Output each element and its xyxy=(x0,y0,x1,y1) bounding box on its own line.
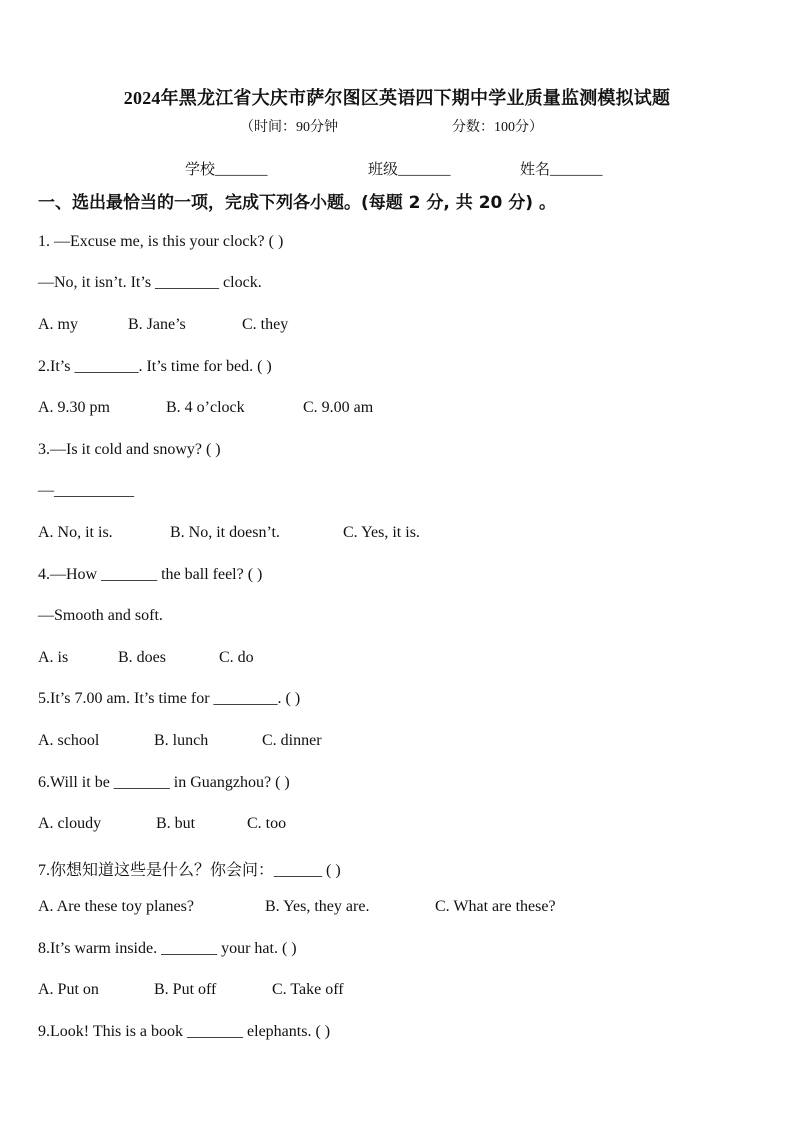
question-3-stem: 3.—Is it cold and snowy? ( ) xyxy=(38,441,221,458)
question-7-option-a: A. Are these toy planes? xyxy=(38,898,194,915)
question-2-stem: 2.It’s ________. It’s time for bed. ( ) xyxy=(38,358,272,375)
question-3-option-a: A. No, it is. xyxy=(38,524,113,541)
question-2-option-b: B. 4 o’clock xyxy=(166,399,245,416)
question-8-option-a: A. Put on xyxy=(38,981,99,998)
name-field: 姓名_______ xyxy=(520,162,603,178)
question-7-option-c: C. What are these? xyxy=(435,898,556,915)
question-4-option-a: A. is xyxy=(38,649,69,666)
question-8-stem: 8.It’s warm inside. _______ your hat. ( ) xyxy=(38,940,297,957)
question-5-stem: 5.It’s 7.00 am. It’s time for ________. ( ) xyxy=(38,690,301,707)
question-3-reply: —__________ xyxy=(38,482,134,499)
question-4-option-c: C. do xyxy=(219,649,254,666)
question-2-option-a: A. 9.30 pm xyxy=(38,399,110,416)
question-3-option-b: B. No, it doesn’t. xyxy=(170,524,280,541)
school-field: 学校_______ xyxy=(185,162,268,178)
question-7-stem: 7.你想知道这些是什么？你会问：______ ( ) xyxy=(38,862,341,879)
question-4-stem: 4.—How _______ the ball feel? ( ) xyxy=(38,566,263,583)
question-5-option-c: C. dinner xyxy=(262,732,322,749)
question-4-option-b: B. does xyxy=(118,649,166,666)
question-7-option-b: B. Yes, they are. xyxy=(265,898,370,915)
question-1-reply: —No, it isn’t. It’s ________ clock. xyxy=(38,274,262,291)
question-1-option-c: C. they xyxy=(242,316,289,333)
question-6-option-a: A. cloudy xyxy=(38,815,102,832)
question-1-option-a: A. my xyxy=(38,316,78,333)
question-5-option-b: B. lunch xyxy=(154,732,209,749)
question-4-reply: —Smooth and soft. xyxy=(38,607,163,624)
question-1-option-b: B. Jane’s xyxy=(128,316,186,333)
question-6-option-c: C. too xyxy=(247,815,287,832)
exam-time: （时间：90分钟 xyxy=(240,120,338,135)
section-heading: 一、选出最恰当的一项，完成下列各小题。(每题 2 分, 共 20 分) 。 xyxy=(38,193,556,213)
question-3-option-c: C. Yes, it is. xyxy=(343,524,420,541)
question-8-option-b: B. Put off xyxy=(154,981,217,998)
question-2-option-c: C. 9.00 am xyxy=(303,399,374,416)
question-6-option-b: B. but xyxy=(156,815,196,832)
question-6-stem: 6.Will it be _______ in Guangzhou? ( ) xyxy=(38,774,290,791)
question-8-option-c: C. Take off xyxy=(272,981,344,998)
question-1-stem: 1. —Excuse me, is this your clock? ( ) xyxy=(38,233,284,250)
question-5-option-a: A. school xyxy=(38,732,100,749)
exam-score: 分数：100分） xyxy=(452,120,543,135)
question-9-stem: 9.Look! This is a book _______ elephants. ( ) xyxy=(38,1023,331,1040)
page-title: 2024年黑龙江省大庆市萨尔图区英语四下期中学业质量监测模拟试题 xyxy=(123,88,671,108)
class-field: 班级_______ xyxy=(368,162,451,178)
